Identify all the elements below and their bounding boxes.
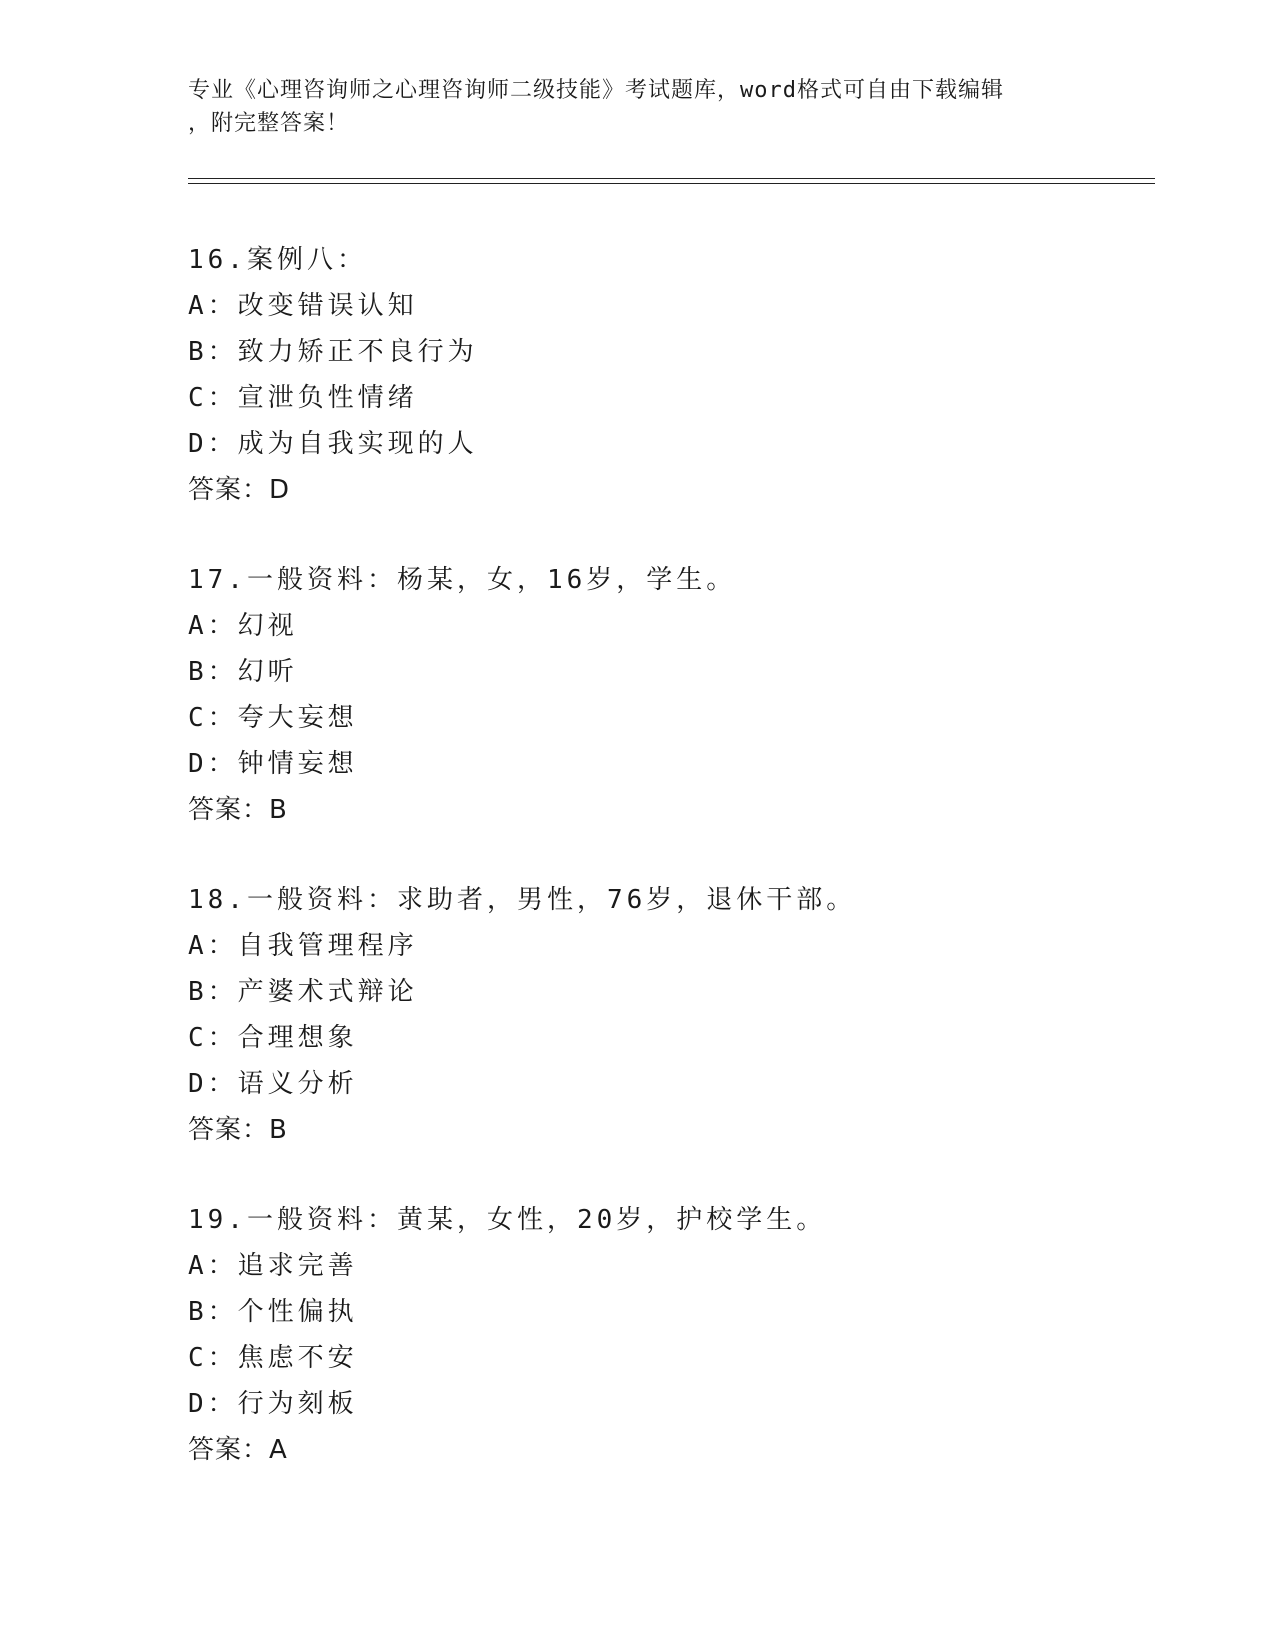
header-line-2: ，附完整答案！	[188, 111, 350, 136]
option-d: D：语义分析	[188, 1069, 358, 1099]
header-divider-top	[188, 178, 1155, 179]
answer: 答案：A	[188, 1435, 288, 1465]
option-c: C：宣泄负性情绪	[188, 383, 418, 413]
option-c: C：焦虑不安	[188, 1343, 358, 1373]
option-b: B：产婆术式辩论	[188, 977, 418, 1007]
question-title: 19.一般资料：黄某，女性，20岁，护校学生。	[188, 1205, 827, 1235]
option-b: B：个性偏执	[188, 1297, 358, 1327]
question-title: 16.案例八：	[188, 245, 367, 275]
answer: 答案：B	[188, 795, 288, 825]
option-a: A：改变错误认知	[188, 291, 418, 321]
answer: 答案：D	[188, 475, 291, 505]
option-c: C：合理想象	[188, 1023, 358, 1053]
option-d: D：行为刻板	[188, 1389, 358, 1419]
option-d: D：钟情妄想	[188, 749, 358, 779]
question-title: 17.一般资料：杨某，女，16岁，学生。	[188, 565, 737, 595]
document-header	[188, 74, 1088, 140]
option-d: D：成为自我实现的人	[188, 429, 478, 459]
question-16	[188, 237, 1138, 513]
option-b: B：致力矫正不良行为	[188, 337, 478, 367]
header-divider-bottom	[188, 183, 1155, 184]
option-a: A：幻视	[188, 611, 298, 641]
option-c: C：夸大妄想	[188, 703, 358, 733]
question-19	[188, 1197, 1138, 1473]
question-17	[188, 557, 1138, 833]
option-a: A：自我管理程序	[188, 931, 418, 961]
question-title: 18.一般资料：求助者，男性，76岁，退休干部。	[188, 885, 857, 915]
answer: 答案：B	[188, 1115, 288, 1145]
option-a: A：追求完善	[188, 1251, 358, 1281]
question-18	[188, 877, 1138, 1153]
option-b: B：幻听	[188, 657, 298, 687]
header-line-1: 专业《心理咨询师之心理咨询师二级技能》考试题库，word格式可自由下载编辑	[188, 78, 1004, 103]
